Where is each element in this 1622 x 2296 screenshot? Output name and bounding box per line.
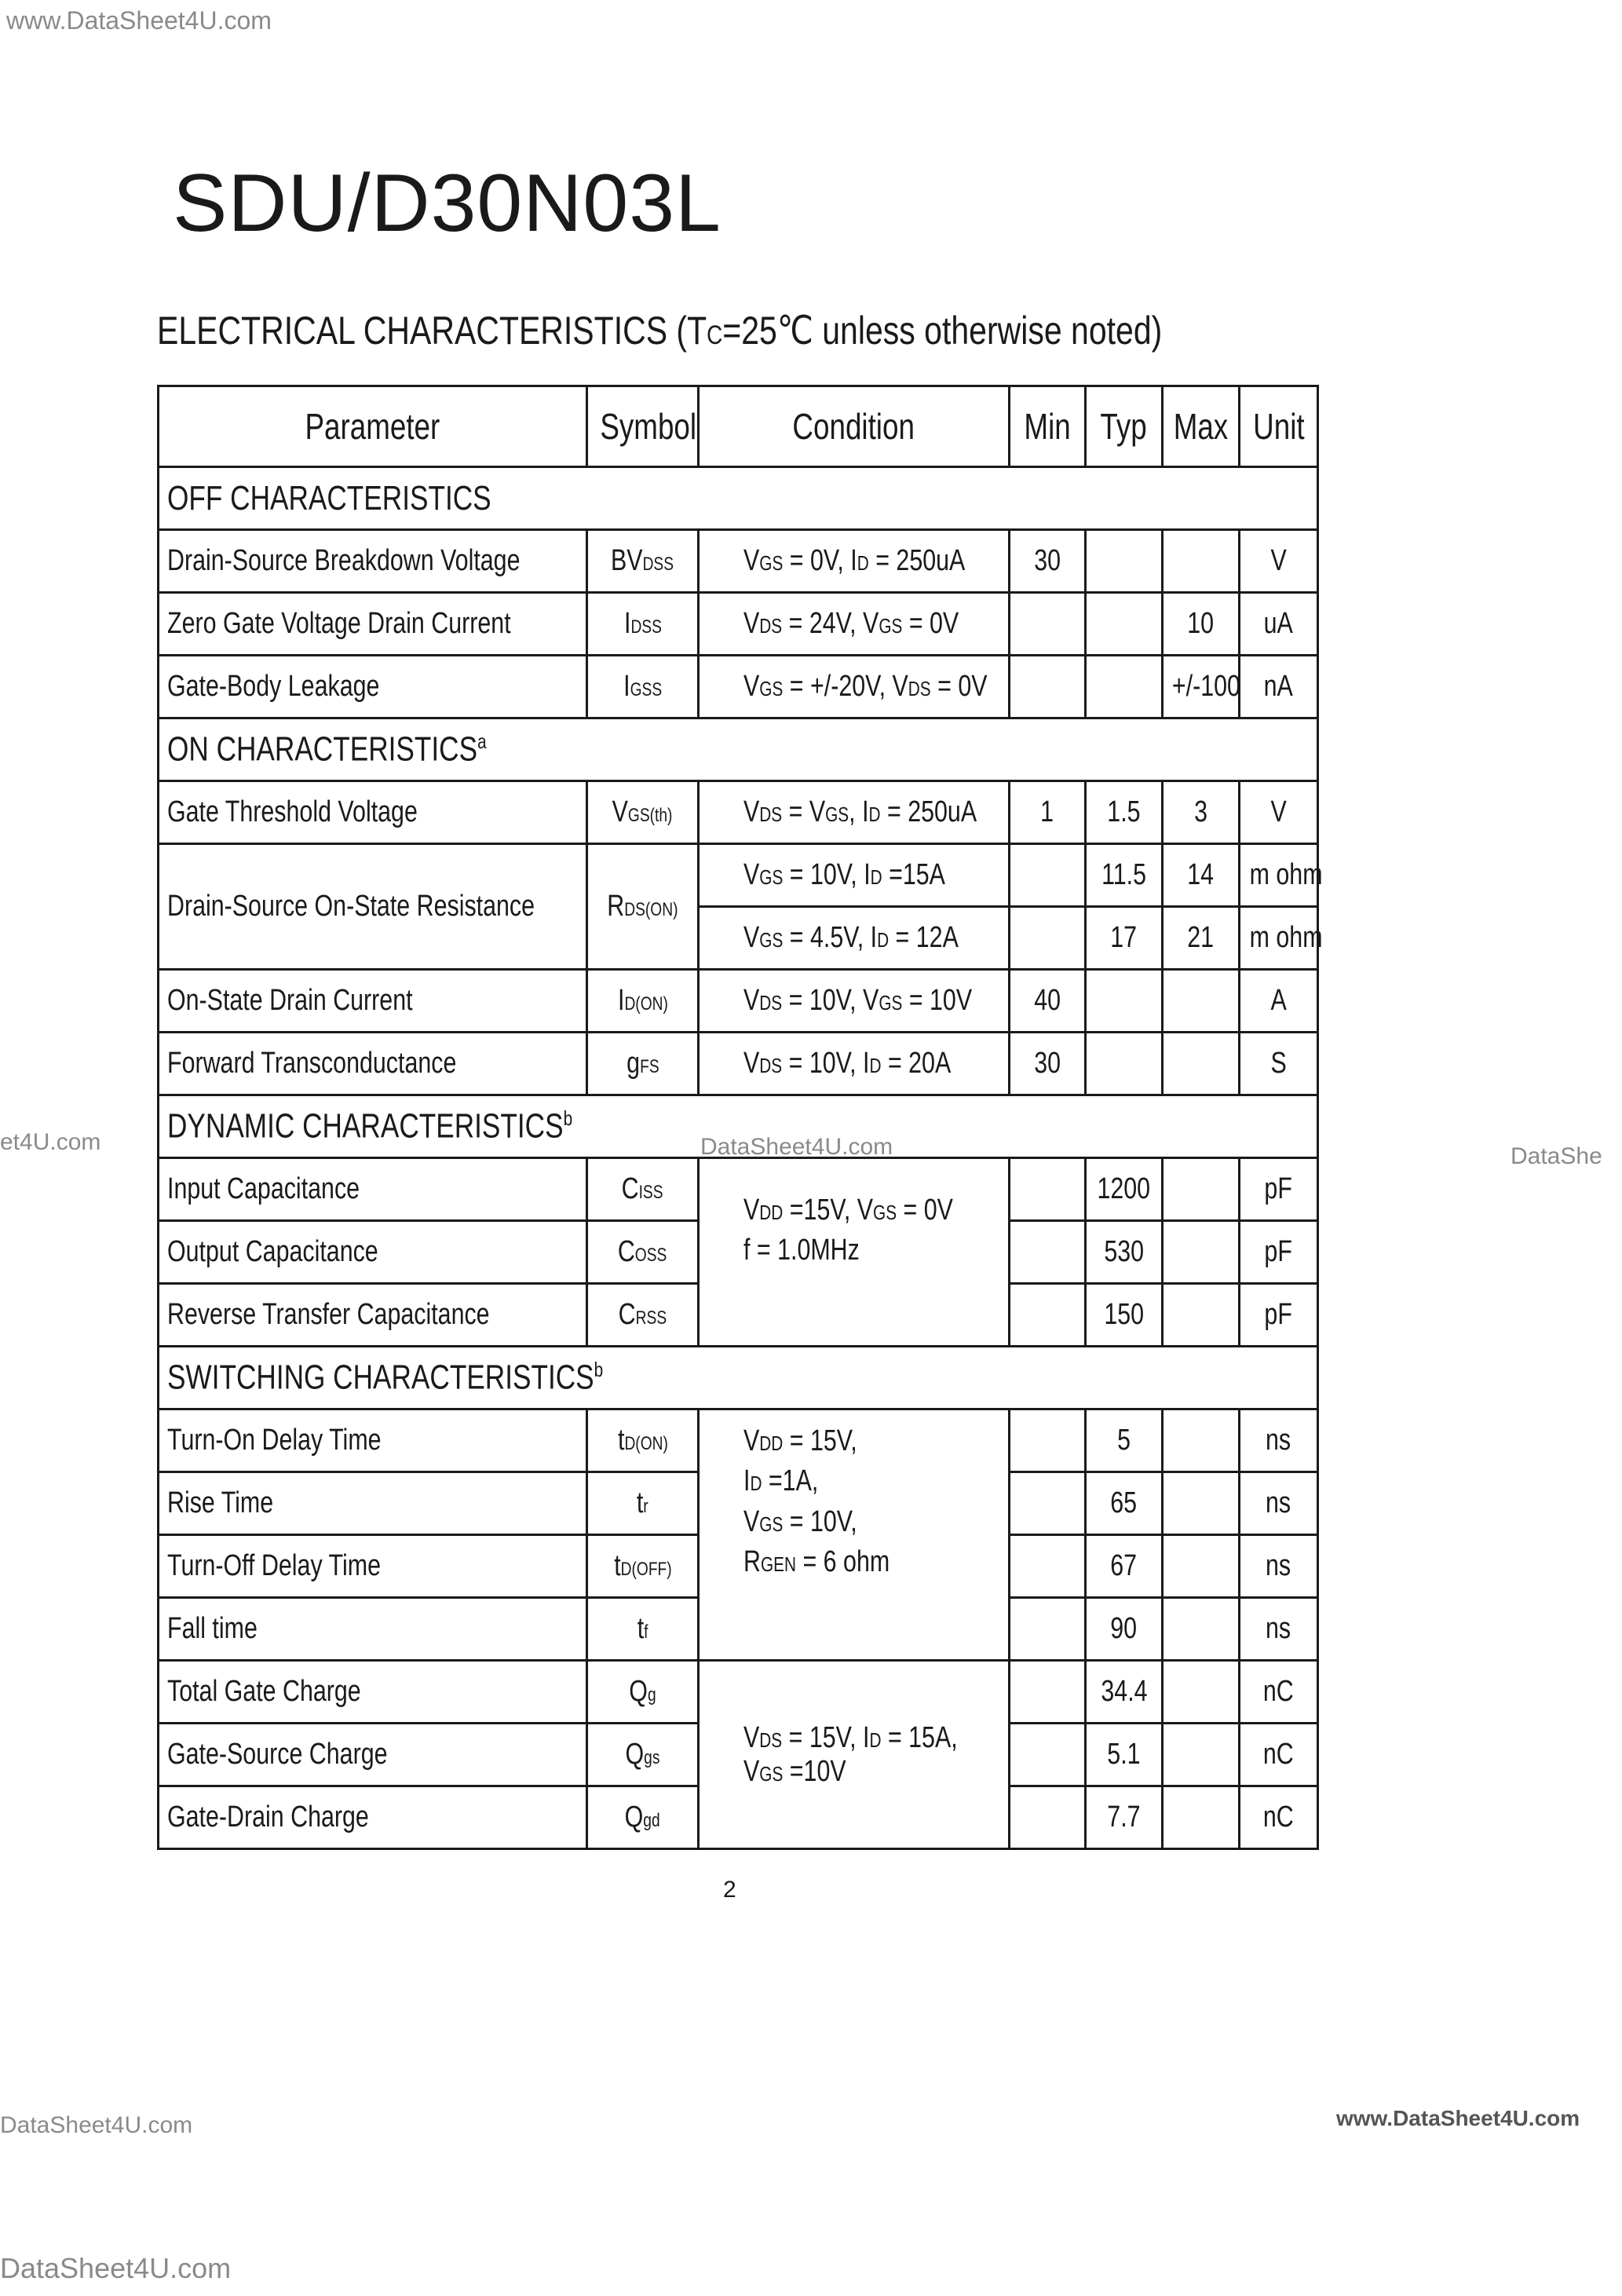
table-row: VGS = 4.5V, ID = 12A 17 21 m ohm bbox=[159, 907, 1318, 970]
section-dynamic: DYNAMIC CHARACTERISTICS$^b$ bbox=[159, 1095, 1318, 1158]
table-row: Rise Time tr 65 ns bbox=[159, 1472, 1318, 1535]
table-header-row bbox=[159, 386, 1318, 467]
table-row: Turn-Off Delay Time tD(OFF) 67 ns bbox=[159, 1535, 1318, 1598]
section-on: ON CHARACTERISTICS$^a$ bbox=[159, 718, 1318, 781]
table-row: Gate-Source Charge Qgs 5.1 nC bbox=[159, 1724, 1318, 1786]
watermark-bottom-corner: DataSheet4U.com bbox=[0, 2252, 232, 2284]
table-row: Gate-Body Leakage IGSS VGS = +/-20V, VDS = 0V +/-100 nA bbox=[159, 656, 1318, 718]
table-row: Gate Threshold Voltage VGS(th) VDS = VGS, ID = 250uA 1 1.5 3 V bbox=[159, 781, 1318, 844]
table-row: Drain-Source Breakdown Voltage BVDSS VGS = 0V, ID = 250uA 30 V bbox=[159, 530, 1318, 593]
watermark-mid-left: et4U.com bbox=[0, 1129, 101, 1155]
section-off: OFF CHARACTERISTICS bbox=[159, 467, 1318, 530]
watermark-bottom-left: DataSheet4U.com bbox=[0, 2112, 193, 2138]
watermark-top-left: www.DataSheet4U.com bbox=[6, 6, 272, 35]
header-min: Min bbox=[1010, 386, 1086, 467]
watermark-mid-right: DataShe bbox=[1511, 1143, 1602, 1169]
table-row: On-State Drain Current ID(ON) VDS = 10V, VGS = 10V 40 A bbox=[159, 970, 1318, 1033]
table-row: Forward Transconductance gFS VDS = 10V, ID = 20A 30 S bbox=[159, 1033, 1318, 1095]
table-row: Gate-Drain Charge Qgd 7.7 nC bbox=[159, 1786, 1318, 1849]
table-row: Turn-On Delay Time tD(ON) VDD = 15V, ID =1A, VGS = 10V, RGEN = 6 ohm 5 ns bbox=[159, 1409, 1318, 1472]
header-parameter: Parameter bbox=[159, 386, 587, 467]
header-max: Max bbox=[1163, 386, 1240, 467]
page-title: SDU/D30N03L bbox=[173, 158, 721, 249]
header-typ: Typ bbox=[1086, 386, 1163, 467]
electrical-characteristics-table bbox=[157, 385, 1323, 1850]
table-row: Zero Gate Voltage Drain Current IDSS VDS = 24V, VGS = 0V 10 uA bbox=[159, 593, 1318, 656]
header-symbol: Symbol bbox=[587, 386, 699, 467]
table-row: Drain-Source On-State Resistance RDS(ON) VGS = 10V, ID =15A 11.5 14 m ohm bbox=[159, 844, 1318, 907]
section-switching: SWITCHING CHARACTERISTICS$^b$ bbox=[159, 1347, 1318, 1409]
watermark-bottom-right: www.DataSheet4U.com bbox=[1336, 2106, 1580, 2130]
table-row: Total Gate Charge Qg VDS = 15V, ID = 15A, VGS =10V 34.4 nC bbox=[159, 1661, 1318, 1724]
table-row: Fall time tf 90 ns bbox=[159, 1598, 1318, 1661]
table-row: Input Capacitance CISS VDD =15V, VGS = 0V f = 1.0MHz 1200 pF bbox=[159, 1158, 1318, 1221]
table-row: Output Capacitance COSS 530 pF bbox=[159, 1221, 1318, 1284]
table-row: Reverse Transfer Capacitance CRSS 150 pF bbox=[159, 1284, 1318, 1347]
page-number: 2 bbox=[723, 1877, 736, 1903]
header-unit: Unit bbox=[1240, 386, 1318, 467]
section-heading: ELECTRICAL CHARACTERISTICS (TC=25℃ unless otherwise noted) bbox=[157, 309, 1163, 353]
header-condition: Condition bbox=[699, 386, 1010, 467]
watermark-mid-center: DataSheet4U.com bbox=[700, 1134, 893, 1160]
